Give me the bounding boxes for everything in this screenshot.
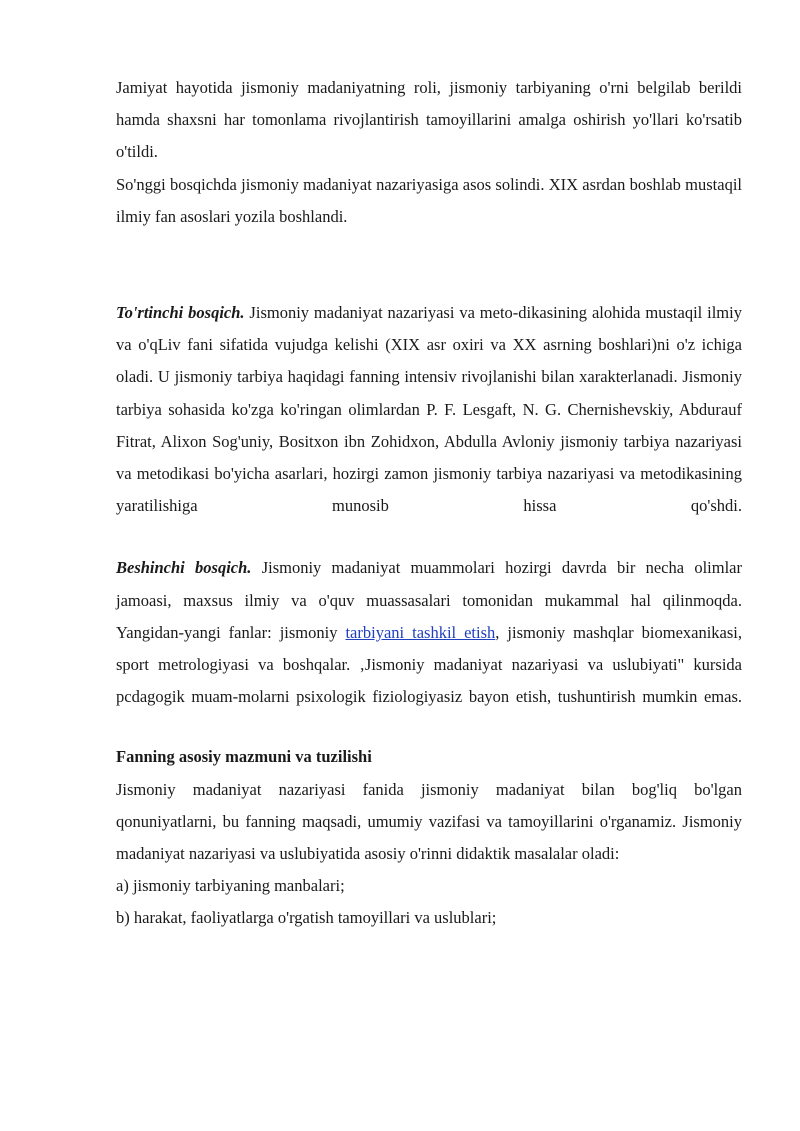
- paragraph-final-stage: So'nggi bosqichda jismoniy madaniyat nazariyasiga asos solindi. XIX asrdan boshlab mustaqil ilmiy fan asoslari yozila boshlandi.: [116, 174, 742, 226]
- tarbiyani-tashkil-etish-link[interactable]: tarbiyani tashkil etish: [345, 622, 496, 642]
- paragraph-intro: Jamiyat hayotida jismoniy madaniyatning roli, jismoniy tarbiyaning o'rni belgilab berildi hamda shaxsni har tomonlama rivojlantirish tamoyillarini amalga oshirish yo'llari ko'rsatib o'tildi.: [116, 78, 742, 162]
- list-item: b) harakat, faoliyatlarga o'rgatish tamoyillari va uslublari;: [116, 908, 497, 928]
- paragraph-fourth-stage: [116, 297, 742, 522]
- fourth-stage-text: Jismoniy madaniyat nazariyasi va meto-dikasining alohida mustaqil ilmiy va o'qLiv fani sifatida vujudga kelishi (XIX asr oxiri va XX asrning boshlari)ni o'z ichiga oladi. U jismoniy tarbiya haqidagi fanning intensiv rivojlanishi bilan xarakterlanadi. Jismoniy tarbiya sohasida ko'zga ko'ringan olimlardan P. F. Lesgaft, N. G. Chernishevskiy, Abdurauf Fitrat, Alixon Sog'uniy, Bositxon ibn Zohidxon, Abdulla Avloniy jismoniy tarbiya nazariyasi va metodikasi bo'yicha asarlari, hozirgi zamon jismoniy tarbiya nazariyasi va metodikasining yaratilishiga munosib hissa qo'shdi.: [116, 303, 742, 516]
- fifth-stage-heading: Beshinchi bosqich.: [116, 558, 252, 578]
- paragraph-fifth-stage: [116, 552, 742, 713]
- spacer: [116, 233, 742, 297]
- fifth-stage-text-before: Jismoniy madaniyat muammolari hozirgi davrda bir necha olimlar jamoasi, maxsus ilmiy va o'quv muassasalari tomonidan mukammal hal qilinmoqda. Yangidan-yangi fanlar: jismoniy: [116, 558, 742, 642]
- document-page: [116, 72, 742, 935]
- spacer: [116, 522, 742, 552]
- section-paragraph: Jismoniy madaniyat nazariyasi fanida jismoniy madaniyat bilan bog'liq bo'lgan qonuniyatlarni, bu fanning maqsadi, umumiy vazifasi va tamoyillarini o'rganamiz. Jismoniy madaniyat nazariyasi va uslubiyatida asosiy o'rinni didaktik masalalar oladi:: [116, 779, 742, 864]
- section-heading: Fanning asosiy mazmuni va tuzilishi: [116, 747, 372, 767]
- fifth-stage-text-after: , jismoniy mashqlar biomexanikasi, sport metrologiyasi va boshqalar. ‚Jismoniy madaniyat nazariyasi va uslubiyati" kursida pcdagogik muam-molarni psixologik fiziologiyasiz bayon etish, tushuntirish mumkin emas.: [116, 622, 742, 707]
- list-item: a) jismoniy tarbiyaning manbalari;: [116, 876, 345, 896]
- fourth-stage-heading: To'rtinchi bosqich.: [116, 303, 245, 323]
- spacer: [116, 713, 742, 741]
